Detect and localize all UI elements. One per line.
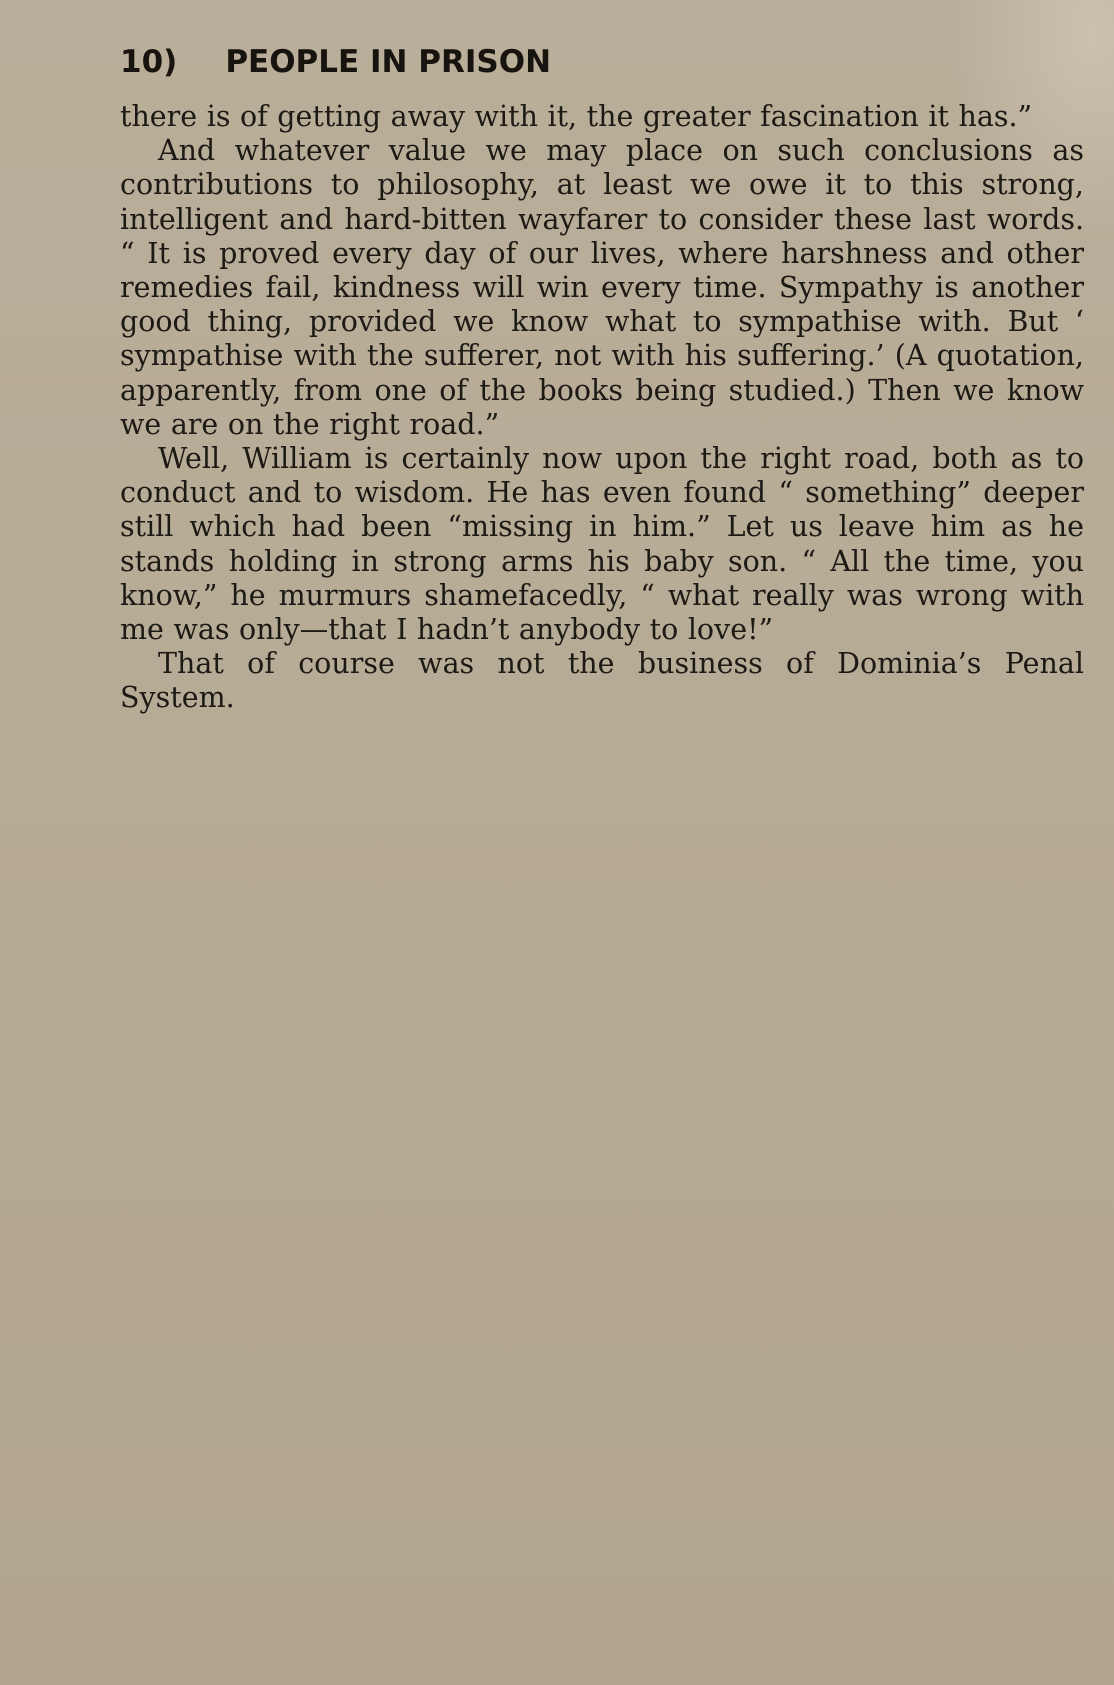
body-text [120,100,1084,716]
paragraph: And whatever value we may place on such conclusions as contributions to philosophy, at least we owe it to this strong, intelligent and hard-bitten wayfarer to consider these last words. “ It is proved every day of our lives, where harshness and other remedies fail, kindness will win every time. Sympathy is another good thing, provided we know what to sympathise with. But ‘ sympathise with the sufferer, not with his suffering.’ (A quotation, apparently, from one of the books being studied.) Then we know we are on the right road.” [120,134,1084,441]
paragraph-continuation: there is of getting away with it, the greater fascination it has.” [120,100,1033,133]
paragraph: Well, William is certainly now upon the right road, both as to conduct and to wisdom. He has even found “ something” deeper still which had been “missing in him.” Let us leave him as he stands holding in strong arms his baby son. “ All the time, you know,” he murmurs shamefacedly, “ what really was wrong with me was only—that I hadn’t anybody to love!” [120,442,1084,647]
paragraph: That of course was not the business of Dominia’s Penal System. [120,647,1084,715]
running-head [120,40,551,84]
running-title: PEOPLE IN PRISON [225,44,552,80]
page-number: 10) [120,44,178,80]
